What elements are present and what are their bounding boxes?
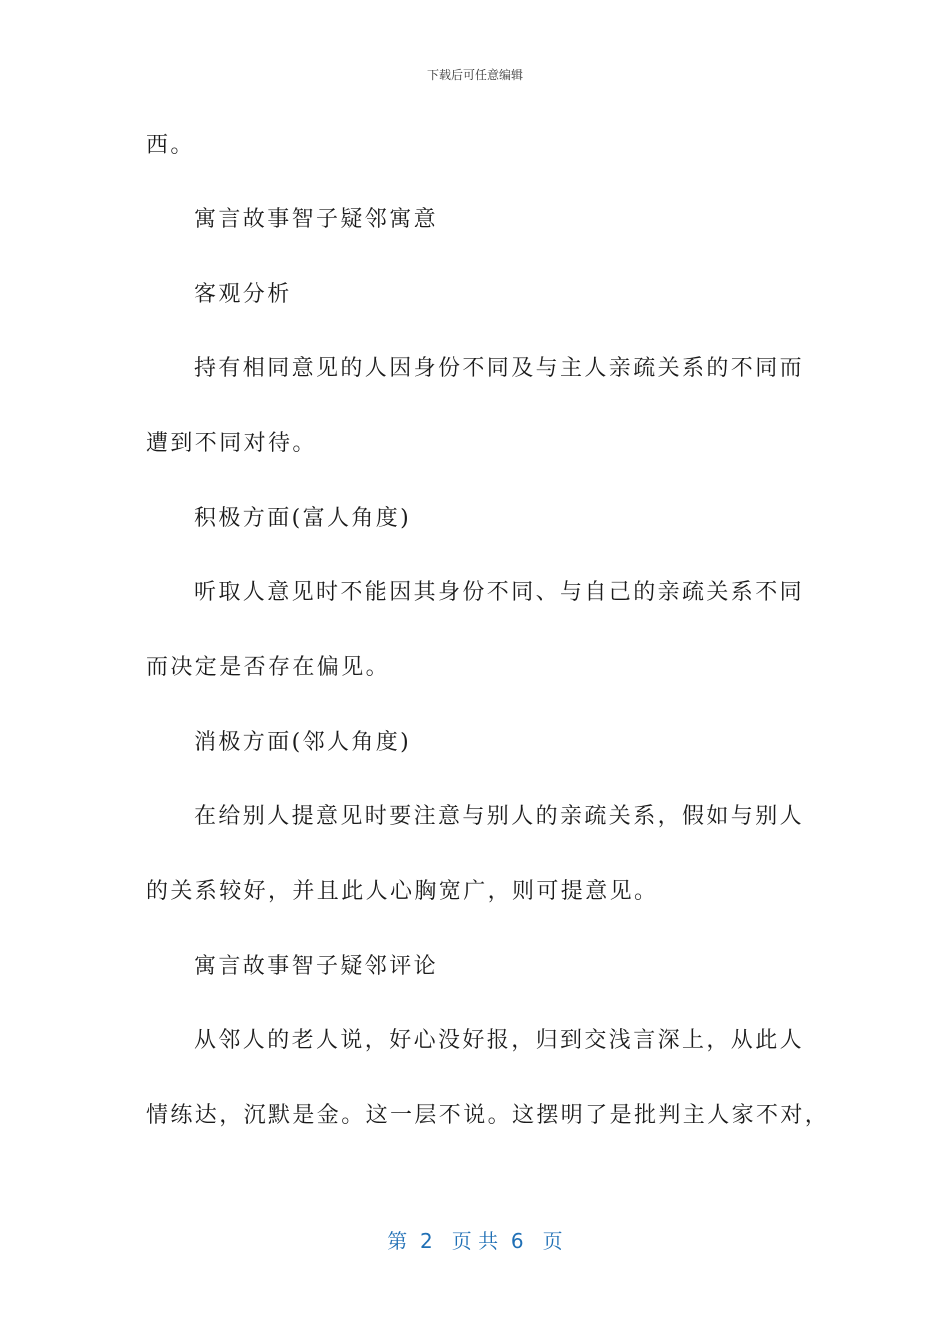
paragraph-line: 西。 xyxy=(146,133,195,158)
section-heading: 消极方面(邻人角度) xyxy=(194,730,412,755)
paragraph-line: 情练达，沉默是金。这一层不说。这摆明了是批判主人家不对， xyxy=(146,1103,830,1128)
paragraph-line: 而决定是否存在偏见。 xyxy=(146,655,391,680)
paragraph-line: 在给别人提意见时要注意与别人的亲疏关系，假如与别人 xyxy=(194,804,805,829)
section-heading: 寓言故事智子疑邻寓意 xyxy=(194,207,439,232)
header-note: 下载后可任意编辑 xyxy=(426,68,523,82)
paragraph-line: 从邻人的老人说，好心没好报，归到交浅言深上，从此人 xyxy=(194,1028,805,1053)
paragraph-line: 的关系较好，并且此人心胸宽广，则可提意见。 xyxy=(146,879,659,904)
paragraph-line: 听取人意见时不能因其身份不同、与自己的亲疏关系不同 xyxy=(194,580,805,605)
paragraph-line: 持有相同意见的人因身份不同及与主人亲疏关系的不同而 xyxy=(194,356,805,381)
section-heading: 寓言故事智子疑邻评论 xyxy=(194,954,439,979)
section-heading: 积极方面(富人角度) xyxy=(194,506,412,531)
section-heading: 客观分析 xyxy=(194,282,292,307)
paragraph-line: 遭到不同对待。 xyxy=(146,431,317,456)
page-number-footer: 第 2 页 共 6 页 xyxy=(387,1229,563,1253)
